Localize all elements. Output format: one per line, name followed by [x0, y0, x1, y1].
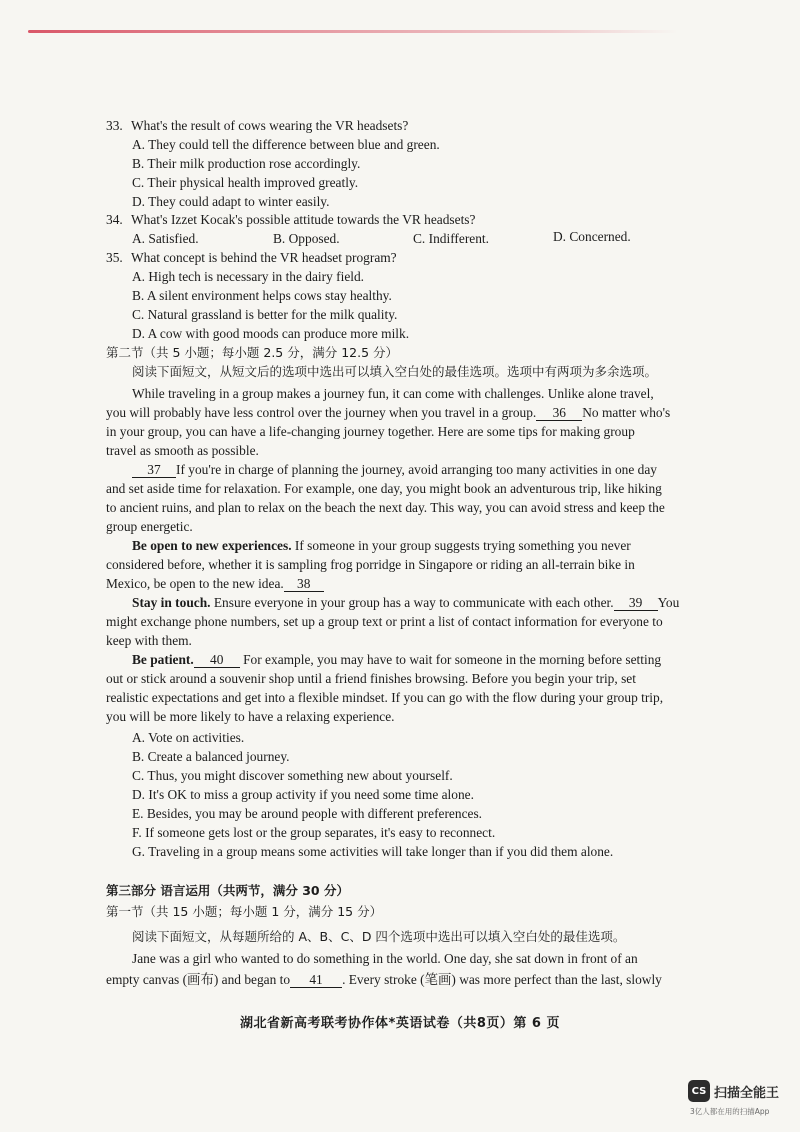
section-heading: 第二节（共 5 小题；每小题 2.5 分，满分 12.5 分）: [106, 345, 399, 360]
passage-line: might exchange phone numbers, set up a group text or print a list of contact information for everyone to: [106, 614, 663, 629]
part-heading: 第三部分 语言运用（共两节，满分 30 分）: [106, 883, 349, 898]
camscanner-icon: CS: [688, 1080, 710, 1102]
passage-line: in your group, you can have a life-changing journey together. Here are some tips for making group: [106, 424, 635, 439]
answer-option: A. Satisfied.: [132, 231, 199, 246]
section-instruction: 阅读下面短文，从短文后的选项中选出可以填入空白处的最佳选项。选项中有两项为多余选项。: [132, 364, 658, 379]
passage-line: group energetic.: [106, 519, 193, 534]
passage-text: You: [657, 595, 680, 610]
scan-edge-line: [28, 30, 678, 33]
passage-line: Jane was a girl who wanted to do something in the world. One day, she sat down in front of an: [132, 951, 638, 966]
blank-36: 36: [536, 405, 582, 421]
passage-text: Mexico, be open to the new idea.: [106, 576, 284, 591]
question-text: What's the result of cows wearing the VR headsets?: [131, 118, 409, 133]
passage-text: If you're in charge of planning the journey, avoid arranging too many activities in one day: [176, 462, 657, 477]
passage-line: considered before, whether it is sampling frog porridge in Singapore or riding an all-terrain bike in: [106, 557, 635, 572]
passage-line: out or stick around a souvenir shop until a friend finishes browsing. Before you begin your trip, set: [106, 671, 636, 686]
question-number: 35.: [106, 250, 123, 265]
answer-option: D. A cow with good moods can produce more milk.: [132, 326, 410, 341]
passage-text: No matter who's: [582, 405, 671, 420]
passage-line: [106, 971, 692, 989]
passage-line: travel as smooth as possible.: [106, 443, 259, 458]
scanner-name: 扫描全能王: [714, 1086, 780, 1101]
choice-option: F. If someone gets lost or the group separates, it's easy to reconnect.: [132, 825, 496, 840]
tip-heading: Be patient.: [132, 652, 194, 667]
question-number: 34.: [106, 212, 123, 227]
passage-line: [132, 651, 692, 669]
answer-option: C. Natural grassland is better for the milk quality.: [132, 307, 398, 322]
choice-option: E. Besides, you may be around people with different preferences.: [132, 806, 483, 821]
answer-option: C. Their physical health improved greatly.: [132, 175, 359, 190]
blank-41: 41: [290, 972, 342, 988]
passage-line: [106, 404, 692, 422]
blank-37: 37: [132, 462, 176, 478]
answer-option: B. Opposed.: [273, 231, 340, 246]
tip-heading: Stay in touch.: [132, 595, 211, 610]
scanner-watermark: [688, 1080, 798, 1120]
passage-line: keep with them.: [106, 633, 192, 648]
question-text: What's Izzet Kocak's possible attitude towards the VR headsets?: [131, 212, 476, 227]
question-text: What concept is behind the VR headset program?: [131, 250, 397, 265]
choice-option: G. Traveling in a group means some activities will take longer than if you did them alone.: [132, 844, 614, 859]
passage-text: you will probably have less control over the journey when you travel in a group.: [106, 405, 537, 420]
passage-line: you will be more likely to have a relaxing experience.: [106, 709, 395, 724]
page-footer: 湖北省新高考联考协作体*英语试卷（共8页）第 6 页: [240, 1016, 560, 1031]
blank-40: 40: [194, 652, 240, 668]
blank-39: 39: [614, 595, 658, 611]
passage-text: empty canvas (画布) and began to: [106, 972, 291, 987]
choice-option: A. Vote on activities.: [132, 730, 245, 745]
choice-option: D. It's OK to miss a group activity if you need some time alone.: [132, 787, 474, 802]
passage-line: [132, 537, 692, 555]
answer-option: A. High tech is necessary in the dairy field.: [132, 269, 365, 284]
tip-heading: Be open to new experiences.: [132, 538, 292, 553]
answer-option: A. They could tell the difference between blue and green.: [132, 137, 440, 152]
answer-option: B. A silent environment helps cows stay healthy.: [132, 288, 392, 303]
passage-text: If someone in your group suggests trying something you never: [294, 538, 631, 553]
passage-text: Ensure everyone in your group has a way to communicate with each other.: [213, 595, 614, 610]
answer-option: D. They could adapt to winter easily.: [132, 194, 330, 209]
passage-line: and set aside time for relaxation. For example, one day, you might book an adventurous trip, like hiking: [106, 481, 662, 496]
scanner-tagline: 3亿人都在用的扫描App: [690, 1107, 770, 1116]
choice-option: B. Create a balanced journey.: [132, 749, 290, 764]
section-instruction: 阅读下面短文，从每题所给的 A、B、C、D 四个选项中选出可以填入空白处的最佳选项。: [132, 929, 626, 944]
blank-38: 38: [284, 576, 324, 592]
answer-option: B. Their milk production rose accordingly.: [132, 156, 361, 171]
passage-line: [132, 461, 692, 479]
passage-line: to ancient ruins, and plan to relax on the beach the next day. This way, you can avoid stress and keep the: [106, 500, 665, 515]
passage-text: For example, you may have to wait for someone in the morning before setting: [243, 652, 662, 667]
passage-line: [106, 575, 692, 593]
passage-text: . Every stroke (笔画) was more perfect than the last, slowly: [342, 972, 662, 987]
choice-option: C. Thus, you might discover something new about yourself.: [132, 768, 453, 783]
answer-option: C. Indifferent.: [413, 231, 489, 246]
answer-option: D. Concerned.: [553, 229, 631, 244]
passage-line: [132, 594, 692, 612]
question-number: 33.: [106, 118, 123, 133]
passage-line: While traveling in a group makes a journey fun, it can come with challenges. Unlike alone travel,: [132, 386, 654, 401]
passage-line: realistic expectations and get into a flexible mindset. If you can go with the flow during your group trip,: [106, 690, 664, 705]
section-heading: 第一节（共 15 小题；每小题 1 分，满分 15 分）: [106, 904, 383, 919]
